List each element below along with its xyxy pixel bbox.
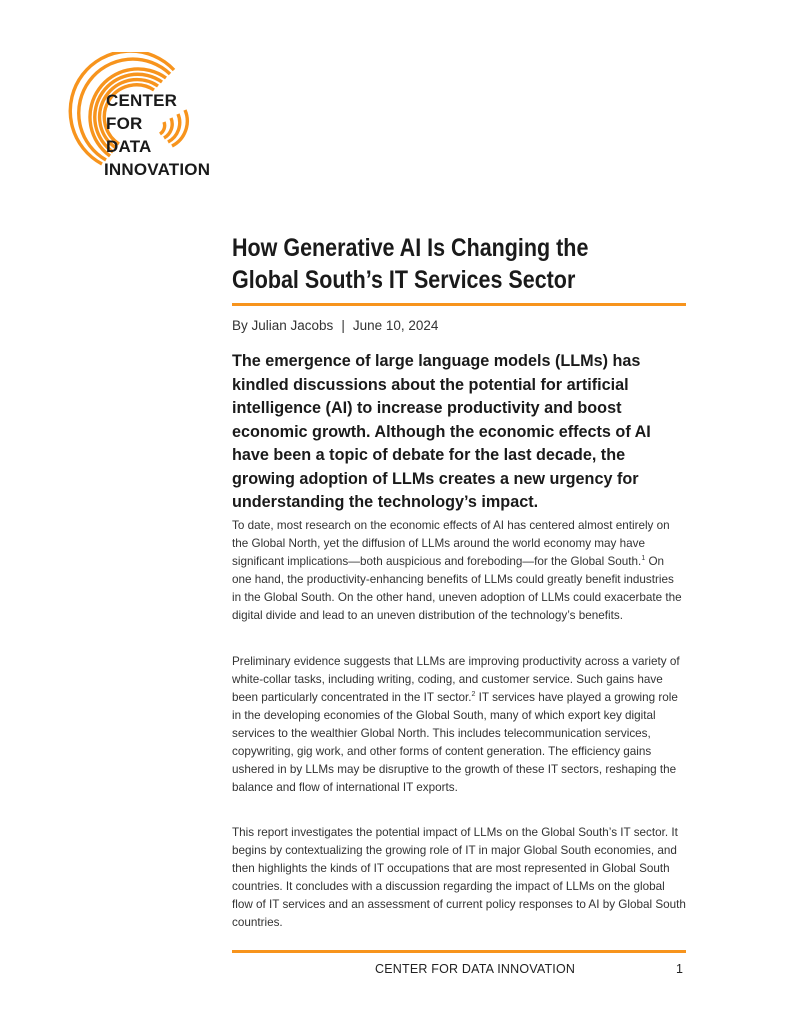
logo-text-for: FOR xyxy=(106,114,143,133)
lede-paragraph: The emergence of large language models (LLMs) has kindled discussions about the potential for artificial intelligence (AI) to increase productivity and boost economic growth. Although the economic effects of AI have been a topic of debate for the last decade, the growing adoption of LLMs creates a new urgency for understanding the technology’s impact. xyxy=(232,352,651,511)
body-paragraph: This report investigates the potential impact of LLMs on the Global South’s IT sector. It begins by contextualizing the growing role of IT in major Global South economies, and then highlights the kinds of IT occupations that are most represented in Global South countries. It concludes with a discussion regarding the impact of LLMs on the global flow of IT services and an assessment of current policy responses to AI by Global South countries. xyxy=(232,826,686,929)
byline xyxy=(232,318,438,333)
page-number: 1 xyxy=(676,962,683,976)
title-divider xyxy=(232,303,686,306)
body-paragraph xyxy=(232,653,686,797)
report-title: How Generative AI Is Changing the Global South’s IT Services Sector xyxy=(232,234,589,294)
logo-text-data: DATA xyxy=(106,137,152,156)
footnote-ref[interactable]: 2 xyxy=(471,691,476,699)
paragraph-text: To date, most research on the economic effects of AI has centered almost entirely on the Global North, yet the diffusion of LLMs around the world economy may have significant implications—both auspicious and foreboding—for the Global South. xyxy=(232,519,670,568)
logo-text-center: CENTER xyxy=(106,91,178,110)
paragraph-text: IT services have played a growing role in the developing economies of the Global South, many of which export key digital services to the wealthier Global North. This includes telecommunication services, copywriting, gig work, and other forms of content generation. The efficiency gains ushered in by LLMs may be disruptive to the growth of these IT sectors, reshaping the balance and flow of international IT exports. xyxy=(232,691,678,794)
footer-title: CENTER FOR DATA INNOVATION xyxy=(375,962,576,976)
byline-separator: | xyxy=(341,318,345,333)
paragraph-text: Preliminary evidence suggests that LLMs are improving productivity across a variety of white-collar tasks, including writing, coding, and customer service. Such gains have been particularly concentrated in the IT sector. xyxy=(232,655,680,704)
body-paragraph xyxy=(232,517,686,625)
footnote-ref[interactable]: 1 xyxy=(641,555,646,563)
author: By Julian Jacobs xyxy=(232,318,334,333)
publication-date: June 10, 2024 xyxy=(352,318,439,333)
footer-divider xyxy=(232,950,686,953)
paragraph-text: On one hand, the productivity-enhancing benefits of LLMs could greatly benefit industries in the Global South. On the other hand, uneven adoption of LLMs could exacerbate the digital divide and lead to an uneven distribution of the technology’s benefits. xyxy=(232,555,682,622)
logo-text-innovation: INNOVATION xyxy=(104,160,211,179)
